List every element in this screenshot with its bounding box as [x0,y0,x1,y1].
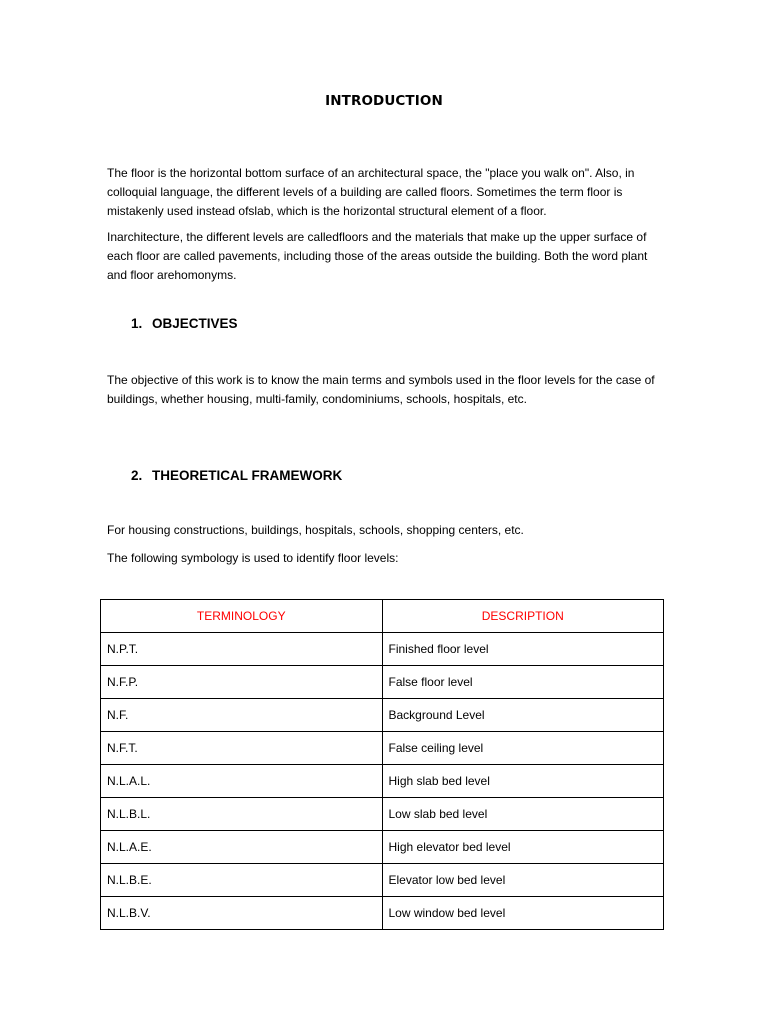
table-row [101,666,664,699]
terminology-cell: N.F.T. [101,732,383,765]
table-row [101,765,664,798]
symbology-table [100,599,664,930]
section-title: OBJECTIVES [152,316,238,331]
framework-paragraph-2: The following symbology is used to identify floor levels: [107,551,399,565]
description-cell: Low slab bed level [382,798,664,831]
section-heading-theoretical-framework [131,468,342,483]
table-row [101,798,664,831]
section-number: 2. [131,468,143,483]
terminology-cell: N.F.P. [101,666,383,699]
description-cell: False floor level [382,666,664,699]
section-heading-objectives [131,316,238,331]
objectives-paragraph: The objective of this work is to know the main terms and symbols used in the floor levels for the case of buildings, whether housing, multi-family, condominiums, schools, hospitals, etc. [107,373,655,406]
terminology-cell: N.L.A.E. [101,831,383,864]
section-number: 1. [131,316,143,331]
terminology-cell: N.P.T. [101,633,383,666]
table-row [101,831,664,864]
table-row [101,633,664,666]
description-cell: Finished floor level [382,633,664,666]
table-row [101,732,664,765]
table-row [101,864,664,897]
table-row [101,699,664,732]
terminology-cell: N.L.A.L. [101,765,383,798]
table-header-row [101,600,664,633]
terminology-cell: N.L.B.V. [101,897,383,930]
framework-paragraph-1: For housing constructions, buildings, hospitals, schools, shopping centers, etc. [107,523,524,537]
terminology-cell: N.L.B.E. [101,864,383,897]
description-cell: High elevator bed level [382,831,664,864]
column-header-terminology: TERMINOLOGY [101,600,383,633]
description-cell: False ceiling level [382,732,664,765]
description-cell: Low window bed level [382,897,664,930]
intro-paragraph-1: The floor is the horizontal bottom surface of an architectural space, the "place you walk on". Also, in colloquial language, the different levels of a building are called floors. Sometimes the term floor is mistakenly used instead ofslab, which is the horizontal structural element of a floor. [107,166,635,218]
column-header-description: DESCRIPTION [382,600,664,633]
description-cell: Elevator low bed level [382,864,664,897]
intro-paragraph-2: Inarchitecture, the different levels are calledfloors and the materials that make up the upper surface of each floor are called pavements, including those of the areas outside the building. Both the word plant and floor arehomonyms. [107,230,648,282]
description-cell: High slab bed level [382,765,664,798]
terminology-cell: N.L.B.L. [101,798,383,831]
table-row [101,897,664,930]
page-title: INTRODUCTION [325,93,443,109]
section-title: THEORETICAL FRAMEWORK [152,468,343,483]
terminology-cell: N.F. [101,699,383,732]
description-cell: Background Level [382,699,664,732]
